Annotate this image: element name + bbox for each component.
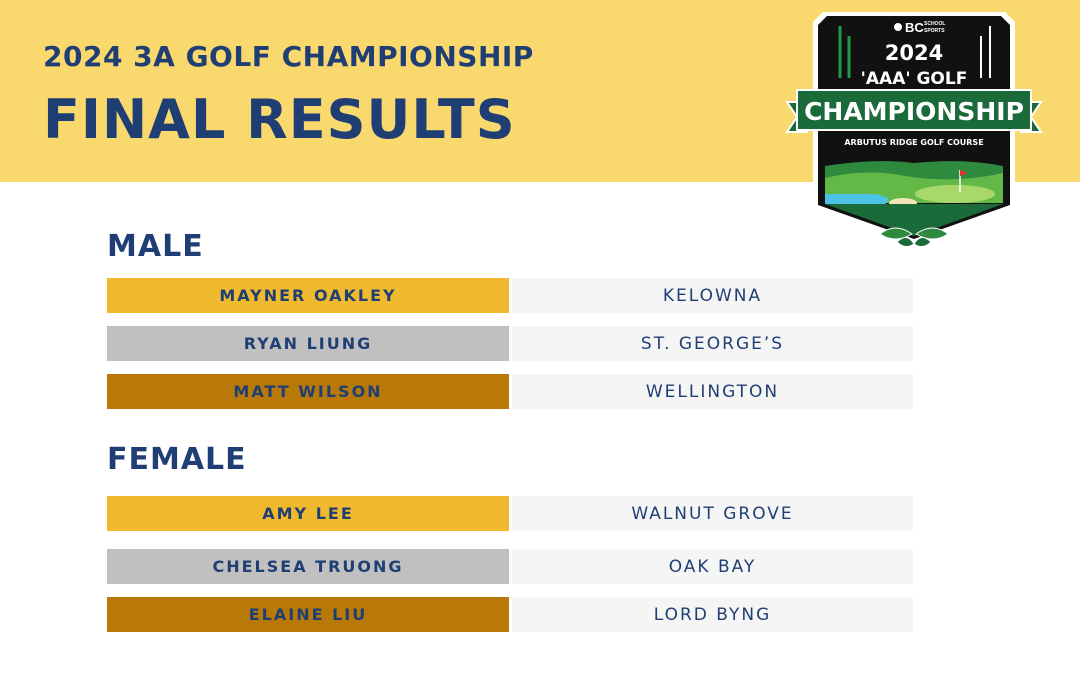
male-3-name: MATT WILSON (107, 374, 509, 409)
male-1-name: MAYNER OAKLEY (107, 278, 509, 313)
female-2-name: CHELSEA TRUONG (107, 549, 509, 584)
female-result-row-2 (107, 549, 913, 584)
female-3-school: LORD BYNG (512, 597, 913, 632)
male-result-row-1 (107, 278, 913, 313)
championship-logo (785, 8, 1043, 253)
logo-banner-text: CHAMPIONSHIP (804, 97, 1024, 126)
female-result-row-3 (107, 597, 913, 632)
org-small-text-1: SCHOOL (924, 21, 946, 27)
female-2-school: OAK BAY (512, 549, 913, 584)
logo-year: 2024 (884, 41, 944, 65)
male-result-row-3 (107, 374, 913, 409)
female-3-name: ELAINE LIU (107, 597, 509, 632)
event-subtitle: 2024 3A GOLF CHAMPIONSHIP (43, 40, 534, 73)
male-2-school: ST. GEORGE’S (512, 326, 913, 361)
male-3-school: WELLINGTON (512, 374, 913, 409)
female-1-school: WALNUT GROVE (512, 496, 913, 531)
org-text: BC (905, 20, 924, 35)
male-2-name: RYAN LIUNG (107, 326, 509, 361)
male-result-row-2 (107, 326, 913, 361)
male-1-school: KELOWNA (512, 278, 913, 313)
org-small-text-2: SPORTS (924, 28, 945, 34)
female-heading: FEMALE (107, 442, 247, 477)
male-heading: MALE (107, 229, 204, 264)
logo-venue: ARBUTUS RIDGE GOLF COURSE (844, 138, 984, 147)
page-title: FINAL RESULTS (43, 88, 516, 151)
logo-event: 'AAA' GOLF (860, 69, 968, 89)
female-result-row-1 (107, 496, 913, 531)
female-1-name: AMY LEE (107, 496, 509, 531)
golf-course-illustration (825, 161, 1003, 236)
